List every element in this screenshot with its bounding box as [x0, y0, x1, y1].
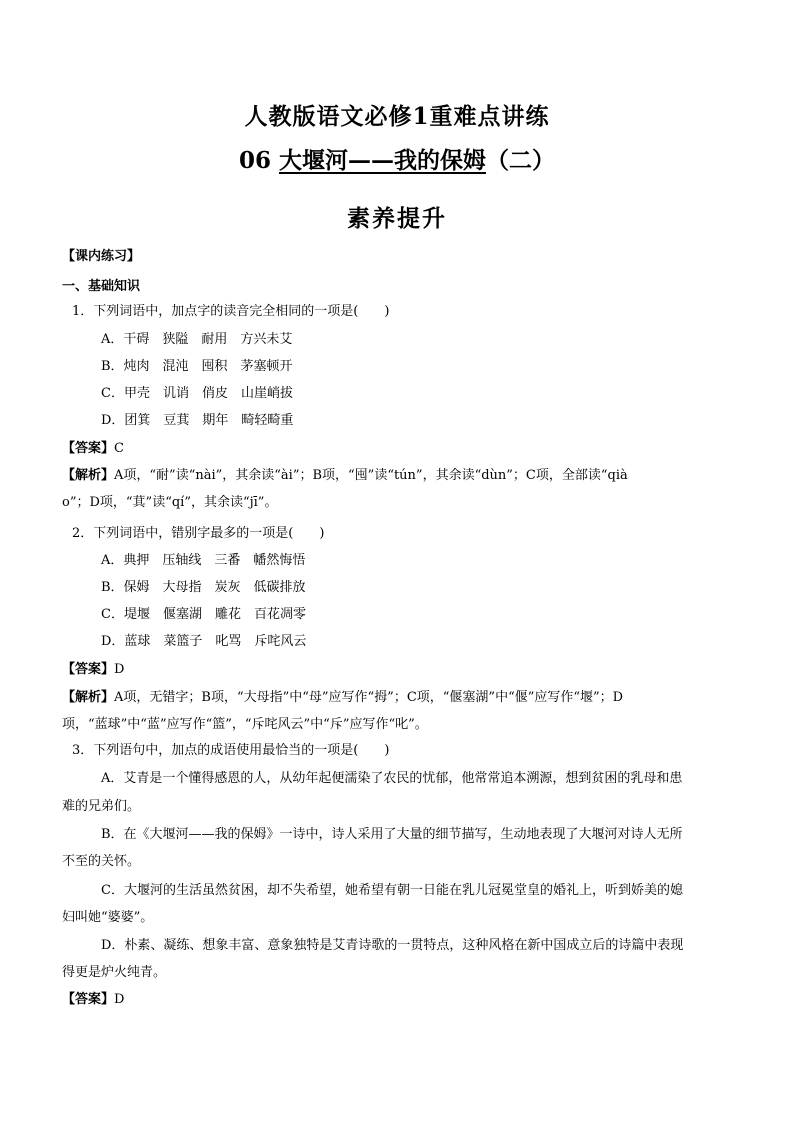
q3-option-d-line2: 得更是炉火纯青。 — [62, 965, 167, 980]
q3-option-c-line2: 妇叫她“婆婆”。 — [62, 910, 154, 925]
q3-stem: 3．下列语句中，加点的成语使用最恰当的一项是( ) — [72, 743, 390, 758]
q1-option-a: A．干碍 狭隘 耐用 方兴未艾 — [101, 332, 293, 347]
q1-option-d: D．团箕 豆萁 期年 畸轻畸重 — [101, 413, 294, 428]
answer-label: 【答案】 — [62, 992, 115, 1007]
q2-option-c: C．堤堰 偃塞湖 雕花 百花凋零 — [101, 607, 306, 622]
q1-option-c: C．甲壳 讥诮 俏皮 山崖峭拔 — [101, 386, 293, 401]
q1-stem: 1．下列词语中，加点字的读音完全相同的一项是( ) — [72, 304, 390, 319]
analysis-label: 【解析】 — [62, 690, 115, 705]
section-heading: 素养提升 — [347, 205, 447, 232]
q1-analysis-line2: o”；D项，“萁”读“qí”，其余读“jī”。 — [62, 495, 278, 510]
q3-answer — [62, 991, 124, 1009]
q1-option-b: B．炖肉 混沌 囤积 茅塞顿开 — [101, 359, 293, 374]
part-heading: 一、基础知识 — [62, 279, 141, 294]
document-subtitle — [0, 142, 794, 175]
q2-answer — [62, 661, 124, 679]
q2-option-d: D．蓝球 菜篮子 叱骂 斥咤风云 — [101, 634, 307, 649]
answer-value: D — [114, 662, 125, 677]
answer-label: 【答案】 — [62, 662, 115, 677]
subtitle-tail: （二） — [486, 147, 556, 174]
subtitle-number: 06 — [238, 147, 271, 174]
q3-option-c-line1: C．大堰河的生活虽然贫困，却不失希望，她希望有朝一日能在乳儿冠冕堂皇的婚礼上，听到娇美的媳 — [101, 883, 683, 898]
q3-option-d-line1: D．朴素、凝练、想象丰富、意象独特是艾青诗歌的一贯特点，这种风格在新中国成立后的诗篇中表现 — [101, 938, 684, 953]
q2-stem: 2．下列词语中，错别字最多的一项是( ) — [72, 526, 325, 541]
q2-analysis-line1 — [62, 689, 623, 707]
analysis-label: 【解析】 — [62, 468, 115, 483]
analysis-text: A项，“耐”读“nài”，其余读“ài”；B项，“囤”读“tún”，其余读“dùn”；C项，全部读“qià — [114, 468, 628, 483]
document-title: 人教版语文必修1重难点讲练 — [244, 103, 550, 130]
answer-value: D — [114, 992, 125, 1007]
q3-option-b-line1: B．在《大堰河——我的保姆》一诗中，诗人采用了大量的细节描写，生动地表现了大堰河对诗人无所 — [101, 827, 683, 842]
answer-label: 【答案】 — [62, 441, 115, 456]
q3-option-a-line2: 难的兄弟们。 — [62, 799, 141, 814]
q2-option-a: A．典押 压轴线 三番 幡然悔悟 — [101, 553, 306, 568]
subtitle-main: 大堰河——我的保姆 — [279, 147, 487, 174]
q3-option-a-line1: A．艾青是一个懂得感恩的人，从幼年起便濡染了农民的忧郁，他常常追本溯源，想到贫困的乳母和患 — [101, 771, 683, 786]
analysis-text: A项，无错字；B项，“大母指”中“母”应写作“拇”；C项，“偃塞湖”中“偃”应写作“堰”；D — [114, 690, 624, 705]
q3-option-b-line2: 不至的关怀。 — [62, 854, 141, 869]
q1-analysis-line1 — [62, 467, 628, 485]
section-label: 【课内练习】 — [62, 249, 141, 264]
answer-value: C — [114, 441, 124, 456]
q2-analysis-line2: 项，“蓝球”中“蓝”应写作“篮”，“斥咤风云”中“斥”应写作“叱”。 — [62, 717, 428, 732]
q2-option-b: B．保姆 大母指 炭灰 低碳排放 — [101, 580, 306, 595]
q1-answer — [62, 440, 124, 458]
